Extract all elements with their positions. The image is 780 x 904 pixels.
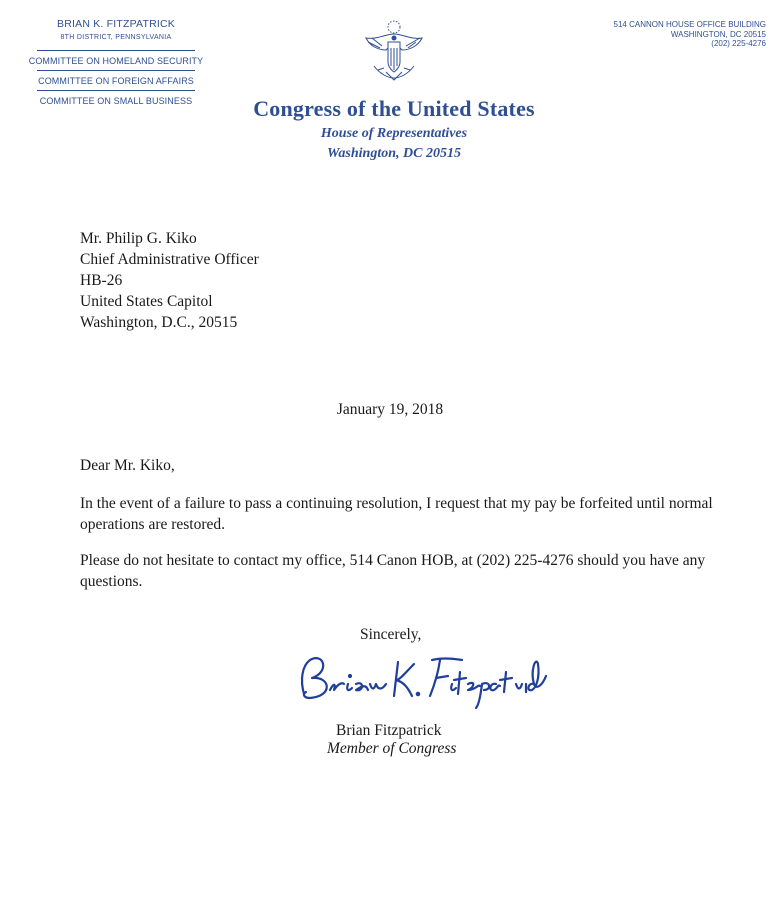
salutation: Dear Mr. Kiko,: [80, 457, 175, 474]
signature-image: [290, 650, 550, 710]
office-address-line: WASHINGTON, DC 20515: [670, 29, 766, 39]
letterhead-divider: [37, 90, 195, 91]
office-address-line: 514 CANNON HOUSE OFFICE BUILDING: [613, 20, 766, 29]
office-phone: (202) 225-4276: [711, 39, 766, 48]
committee-small-business: COMMITTEE ON SMALL BUSINESS: [39, 96, 193, 106]
recipient-title: Chief Administrative Officer: [80, 251, 259, 268]
signer-name: Brian Fitzpatrick: [336, 722, 442, 739]
closing: Sincerely,: [360, 626, 422, 643]
member-name: BRIAN K. FITZPATRICK: [57, 18, 175, 30]
recipient-room: HB-26: [80, 272, 123, 289]
letterhead-address: [596, 20, 766, 49]
committee-foreign-affairs: COMMITTEE ON FOREIGN AFFAIRS: [38, 76, 194, 86]
body-paragraph: In the event of a failure to pass a continuing resolution, I request that my pay be forfeited until normal operations are restored.: [80, 495, 713, 533]
letterhead-divider: [37, 70, 195, 71]
letterhead-title: [232, 96, 556, 162]
body-paragraph: Please do not hesitate to contact my office, 514 Canon HOB, at (202) 225-4276 should you have any questions.: [80, 552, 706, 590]
institution-name: Congress of the United States: [253, 96, 535, 121]
recipient-name: Mr. Philip G. Kiko: [80, 230, 197, 247]
recipient-address: [80, 228, 259, 333]
recipient-city: Washington, D.C., 20515: [80, 314, 238, 331]
member-district: 8TH DISTRICT, PENNSYLVANIA: [60, 34, 172, 41]
committee-homeland-security: COMMITTEE ON HOMELAND SECURITY: [28, 56, 204, 66]
recipient-building: United States Capitol: [80, 293, 213, 310]
letter-date: January 19, 2018: [336, 401, 444, 418]
great-seal-icon: [358, 18, 430, 90]
signer-title: Member of Congress: [327, 740, 457, 757]
letterhead-left: [0, 18, 232, 106]
letterhead-divider: [37, 50, 195, 51]
chamber-name: House of Representatives: [320, 126, 468, 141]
chamber-city: Washington, DC 20515: [327, 146, 461, 161]
